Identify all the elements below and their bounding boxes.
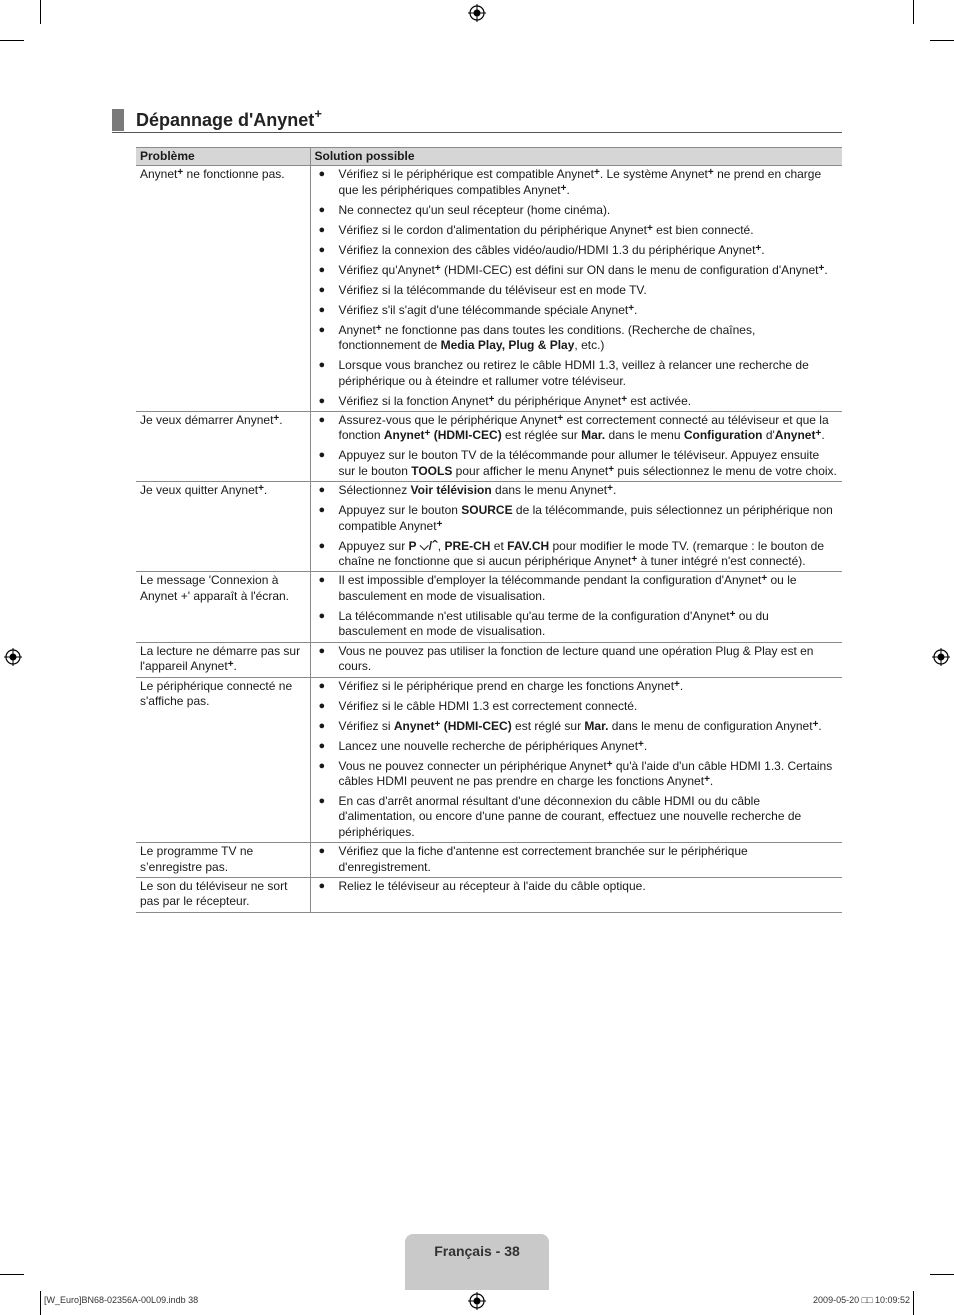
table-row xyxy=(136,482,842,572)
registration-mark-icon xyxy=(4,648,22,666)
text-run: ou le basculement en mode de visualisation. xyxy=(338,573,797,603)
solution-cell xyxy=(310,843,842,878)
text-run: Sélectionnez xyxy=(338,483,411,498)
list-item xyxy=(315,539,839,570)
solution-cell xyxy=(310,877,842,912)
text-run: . xyxy=(709,773,714,788)
text-run: Appuyez sur xyxy=(338,538,409,553)
plus-mark: + xyxy=(761,573,768,585)
print-timestamp: 2009-05-20 □□ 10:09:52 xyxy=(813,1295,910,1305)
text-run: Appuyez sur le bouton TV de la télécommande pour allumer le téléviseur. Appuyez ensuite sur le bouton xyxy=(338,448,820,478)
page-number-tab xyxy=(405,1234,549,1290)
plus-mark: + xyxy=(674,678,680,690)
solution-list xyxy=(315,413,839,479)
plus-mark: + xyxy=(704,773,710,785)
text-run: est bien connecté. xyxy=(652,222,754,237)
solution-list xyxy=(315,679,839,841)
heading-marker xyxy=(112,109,124,131)
bullet-icon: ● xyxy=(318,323,326,336)
text-run: à tuner intégré n'est connecté). xyxy=(637,554,806,569)
text-run: . xyxy=(818,718,822,733)
section-heading xyxy=(112,106,842,133)
text-run: dans le menu de configuration Anynet xyxy=(608,718,813,733)
plus-mark: + xyxy=(621,393,628,405)
solution-cell xyxy=(310,642,842,677)
text-run: . xyxy=(821,428,825,443)
table-header-row xyxy=(136,148,842,166)
column-header-solution: Solution possible xyxy=(310,148,842,166)
problem-cell xyxy=(136,166,310,412)
bold-text: (HDMI-CEC) xyxy=(440,718,512,733)
bullet-icon: ● xyxy=(318,283,326,296)
text-run: La lecture ne démarre pas sur l'appareil Anynet xyxy=(140,643,301,674)
text-run: et xyxy=(490,538,508,553)
solution-list xyxy=(315,167,839,409)
bullet-icon: ● xyxy=(318,449,326,462)
text-run: est activée. xyxy=(627,393,692,408)
text-run: Vérifiez si la télécommande du téléviseur est en mode TV. xyxy=(338,282,647,297)
text-run: . Le système Anynet xyxy=(599,167,708,182)
text-run: Appuyez sur le bouton xyxy=(338,503,462,518)
bullet-icon: ● xyxy=(318,168,326,181)
list-item xyxy=(315,794,839,840)
crop-mark xyxy=(930,1274,954,1275)
text-run: (HDMI-CEC) est défini sur ON dans le menu de configuration d'Anynet xyxy=(440,262,819,277)
text-run: Il est impossible d'employer la télécommande pendant la configuration d'Anynet xyxy=(338,573,762,588)
text-run: Je veux démarrer Anynet xyxy=(140,413,274,428)
crop-mark xyxy=(930,40,954,41)
plus-mark: + xyxy=(434,262,441,274)
bullet-icon: ● xyxy=(318,574,326,587)
bullet-icon: ● xyxy=(318,699,326,712)
bold-text: Mar. xyxy=(581,428,606,443)
page-title: Dépannage d'Anynet+ xyxy=(136,106,322,130)
text-run: Anynet xyxy=(140,167,178,182)
plus-mark: + xyxy=(755,242,762,254)
problem-cell xyxy=(136,482,310,572)
bold-text: Voir télévision xyxy=(410,483,492,498)
plus-mark: + xyxy=(607,483,613,495)
text-run: est réglée sur xyxy=(501,428,582,443)
bullet-icon: ● xyxy=(318,263,326,276)
plus-mark: + xyxy=(560,182,567,194)
bullet-icon: ● xyxy=(318,794,326,807)
registration-mark-icon xyxy=(932,648,950,666)
plus-mark: + xyxy=(606,758,613,770)
list-item xyxy=(315,323,839,354)
table-row xyxy=(136,166,842,412)
text-run: du périphérique Anynet xyxy=(494,393,622,408)
text-run: ne fonctionne pas dans toutes les conditions. (Recherche de chaînes, fonctionnement de xyxy=(338,322,756,353)
text-run: . xyxy=(761,242,765,257)
text-run: Vérifiez que la fiche d'antenne est correctement branchée sur le périphérique d'enregistrement. xyxy=(338,844,748,874)
solution-cell xyxy=(310,166,842,412)
text-run: . xyxy=(612,483,617,498)
text-run: dans le menu Anynet xyxy=(491,483,608,498)
text-run: Vous ne pouvez pas utiliser la fonction de lecture quand une opération Plug & Play est en cours. xyxy=(338,643,814,674)
problem-cell xyxy=(136,642,310,677)
text-run: Vérifiez si xyxy=(338,718,394,733)
list-item xyxy=(315,263,839,278)
list-item xyxy=(315,483,839,498)
text-run: , xyxy=(437,538,445,553)
bold-text: Configuration xyxy=(683,428,763,443)
solution-cell xyxy=(310,677,842,843)
text-run: ne fonctionne pas. xyxy=(183,167,285,182)
text-run: Vérifiez si la fonction Anynet xyxy=(338,393,489,408)
list-item xyxy=(315,679,839,694)
table-row xyxy=(136,877,842,912)
text-run: Ne connectez qu'un seul récepteur (home cinéma). xyxy=(338,202,611,217)
text-run: ou du basculement en mode de visualisation. xyxy=(338,608,769,639)
list-item xyxy=(315,413,839,444)
text-run: est correctement connecté au téléviseur et que la fonction xyxy=(338,413,829,443)
list-item xyxy=(315,879,839,894)
text-run: pour afficher le menu Anynet xyxy=(452,463,609,478)
plus-mark: + xyxy=(227,659,234,671)
text-run: . xyxy=(279,413,283,428)
bullet-icon: ● xyxy=(318,504,326,517)
bold-text: Media Play, Plug & Play xyxy=(440,338,575,353)
solution-cell xyxy=(310,572,842,642)
plus-mark: + xyxy=(818,262,825,274)
text-run: ne prend en charge que les périphériques compatibles Anynet xyxy=(338,167,822,197)
list-item xyxy=(315,644,839,675)
text-run: . xyxy=(824,262,828,277)
text-run: Reliez le téléviseur au récepteur à l'aide du câble optique. xyxy=(338,878,646,893)
bullet-icon: ● xyxy=(318,739,326,752)
plus-mark: + xyxy=(815,428,822,440)
text-run: qu'à l'aide d'un câble HDMI 1.3. Certains câbles HDMI peuvent ne pas prendre en charge les fonctions Anynet xyxy=(338,758,833,788)
list-item xyxy=(315,759,839,790)
solution-list xyxy=(315,844,839,875)
solution-list xyxy=(315,483,839,569)
solution-cell xyxy=(310,482,842,572)
plus-mark: + xyxy=(628,302,635,314)
text-run: Vérifiez s'il s'agit d'une télécommande spéciale Anynet xyxy=(338,302,629,317)
text-run: Vous ne pouvez connecter un périphérique Anynet xyxy=(338,758,607,773)
text-run: . xyxy=(263,483,268,498)
solution-list xyxy=(315,644,839,675)
plus-mark: + xyxy=(646,222,653,234)
text-run: La télécommande n'est utilisable qu'au terme de la configuration d'Anynet xyxy=(338,608,730,623)
plus-mark: + xyxy=(424,428,431,440)
table-row xyxy=(136,642,842,677)
list-item xyxy=(315,844,839,875)
bullet-icon: ● xyxy=(318,223,326,236)
table-row xyxy=(136,677,842,843)
plus-mark: + xyxy=(557,413,564,425)
bold-text: Anynet xyxy=(774,428,816,443)
text-run: Le message 'Connexion à Anynet +' apparaît à l'écran. xyxy=(140,573,290,603)
text-run: Je veux quitter Anynet xyxy=(140,483,259,498)
page-number: Français - 38 xyxy=(434,1243,520,1259)
crop-mark xyxy=(913,1291,914,1315)
plus-mark: + xyxy=(177,167,184,179)
problem-cell xyxy=(136,677,310,843)
registration-mark-icon xyxy=(468,1292,486,1310)
bullet-icon: ● xyxy=(318,359,326,372)
list-item xyxy=(315,203,839,218)
list-item xyxy=(315,699,839,714)
list-item xyxy=(315,243,839,258)
list-item xyxy=(315,573,839,604)
problem-cell xyxy=(136,572,310,642)
bullet-icon: ● xyxy=(318,879,326,892)
list-item xyxy=(315,167,839,198)
text-run: En cas d'arrêt anormal résultant d'une déconnexion du câble HDMI ou du câble d'alimentation, ou encore d'une panne de courant, effectuez une nouvelle recherche de périphériques. xyxy=(338,793,802,839)
text-run: Vérifiez qu'Anynet xyxy=(338,262,435,277)
bold-text: (HDMI-CEC) xyxy=(430,428,502,443)
problem-cell xyxy=(136,877,310,912)
text-run: Anynet xyxy=(338,322,376,337)
bullet-icon: ● xyxy=(318,759,326,772)
plus-mark: + xyxy=(488,393,495,405)
list-item xyxy=(315,358,839,389)
bullet-icon: ● xyxy=(318,243,326,256)
bullet-icon: ● xyxy=(318,644,326,657)
text-run: Vérifiez si le cordon d'alimentation du périphérique Anynet xyxy=(338,222,647,237)
troubleshooting-table xyxy=(136,147,842,913)
bold-text: Anynet xyxy=(383,428,425,443)
plus-mark: + xyxy=(608,463,615,475)
text-run: Le périphérique connecté ne s'affiche pas. xyxy=(140,678,293,708)
bold-text: Anynet xyxy=(393,718,435,733)
solution-list xyxy=(315,879,839,894)
plus-mark: + xyxy=(631,554,638,566)
text-run: Lancez une nouvelle recherche de périphériques Anynet xyxy=(338,738,639,753)
text-run: Vérifiez si le périphérique prend en charge les fonctions Anynet xyxy=(338,678,675,693)
bold-text: SOURCE xyxy=(461,503,513,518)
bold-text: TOOLS xyxy=(411,463,453,478)
plus-mark: + xyxy=(434,718,441,730)
text-run: . xyxy=(643,738,648,753)
text-run: . xyxy=(634,302,638,317)
file-info: [W_Euro]BN68-02356A-00L09.indb 38 xyxy=(44,1295,199,1305)
bullet-icon: ● xyxy=(318,609,326,622)
text-run: Le programme TV ne s’enregistre pas. xyxy=(140,844,254,874)
table-body xyxy=(136,166,842,912)
text-run: Assurez-vous que le périphérique Anynet xyxy=(338,413,558,428)
text-run: Le son du téléviseur ne sort pas par le récepteur. xyxy=(140,878,288,909)
text-run: . xyxy=(679,678,684,693)
crop-mark xyxy=(40,1291,41,1315)
bullet-icon: ● xyxy=(318,719,326,732)
plus-mark: + xyxy=(593,167,600,179)
text-run: Lorsque vous branchez ou retirez le câble HDMI 1.3, veillez à relancer une recherche de périphérique ou à éteindre et rallumer votre téléviseur. xyxy=(338,358,809,388)
bullet-icon: ● xyxy=(318,303,326,316)
plus-mark: + xyxy=(273,413,280,425)
solution-list xyxy=(315,573,839,639)
plus-mark: + xyxy=(436,518,443,530)
column-header-problem: Problème xyxy=(136,148,310,166)
bold-text: FAV.CH xyxy=(507,538,550,553)
bullet-icon: ● xyxy=(318,845,326,858)
bullet-icon: ● xyxy=(318,679,326,692)
text-run: . xyxy=(566,182,570,197)
list-item xyxy=(315,719,839,734)
list-item xyxy=(315,448,839,479)
bullet-icon: ● xyxy=(318,484,326,497)
problem-cell xyxy=(136,412,310,482)
text-run: puis sélectionnez le menu de votre choix. xyxy=(614,463,837,478)
text-run: , etc.) xyxy=(574,338,605,353)
table-row xyxy=(136,572,842,642)
plus-mark: + xyxy=(812,718,819,730)
bullet-icon: ● xyxy=(318,203,326,216)
text-run: Vérifiez si le câble HDMI 1.3 est correctement connecté. xyxy=(338,698,638,713)
text-run: dans le menu xyxy=(605,428,684,443)
plus-mark: + xyxy=(638,738,644,750)
list-item xyxy=(315,503,839,534)
bullet-icon: ● xyxy=(318,394,326,407)
crop-mark xyxy=(913,0,914,24)
list-item xyxy=(315,303,839,318)
text-run: Vérifiez si le périphérique est compatible Anynet xyxy=(338,167,594,182)
registration-mark-icon xyxy=(468,4,486,22)
plus-mark: + xyxy=(707,167,714,179)
text-run: est réglé sur xyxy=(511,718,585,733)
bullet-icon: ● xyxy=(318,539,326,552)
table-row xyxy=(136,843,842,878)
crop-mark xyxy=(0,1274,24,1275)
list-item xyxy=(315,394,839,409)
list-item xyxy=(315,609,839,640)
bold-text: ⌵/⌃ xyxy=(419,538,438,553)
text-run: de la télécommande, puis sélectionnez un périphérique non compatible Anynet xyxy=(338,503,833,533)
plus-mark: + xyxy=(258,483,264,495)
list-item xyxy=(315,283,839,298)
bold-text: Mar. xyxy=(584,718,609,733)
crop-mark xyxy=(0,40,24,41)
text-run: d' xyxy=(762,428,775,443)
plus-mark: + xyxy=(375,322,382,334)
bold-text: P xyxy=(408,538,420,553)
table-row xyxy=(136,412,842,482)
text-run: . xyxy=(233,659,237,674)
bold-text: PRE-CH xyxy=(444,538,491,553)
solution-cell xyxy=(310,412,842,482)
list-item xyxy=(315,739,839,754)
text-run: Vérifiez la connexion des câbles vidéo/audio/HDMI 1.3 du périphérique Anynet xyxy=(338,242,756,257)
text-run: pour modifier le mode TV. (remarque : le bouton de chaîne ne fonctionne que si aucun périphérique Anynet xyxy=(338,538,824,569)
plus-mark: + xyxy=(729,608,736,620)
crop-mark xyxy=(40,0,41,24)
bullet-icon: ● xyxy=(318,414,326,427)
list-item xyxy=(315,223,839,238)
problem-cell xyxy=(136,843,310,878)
